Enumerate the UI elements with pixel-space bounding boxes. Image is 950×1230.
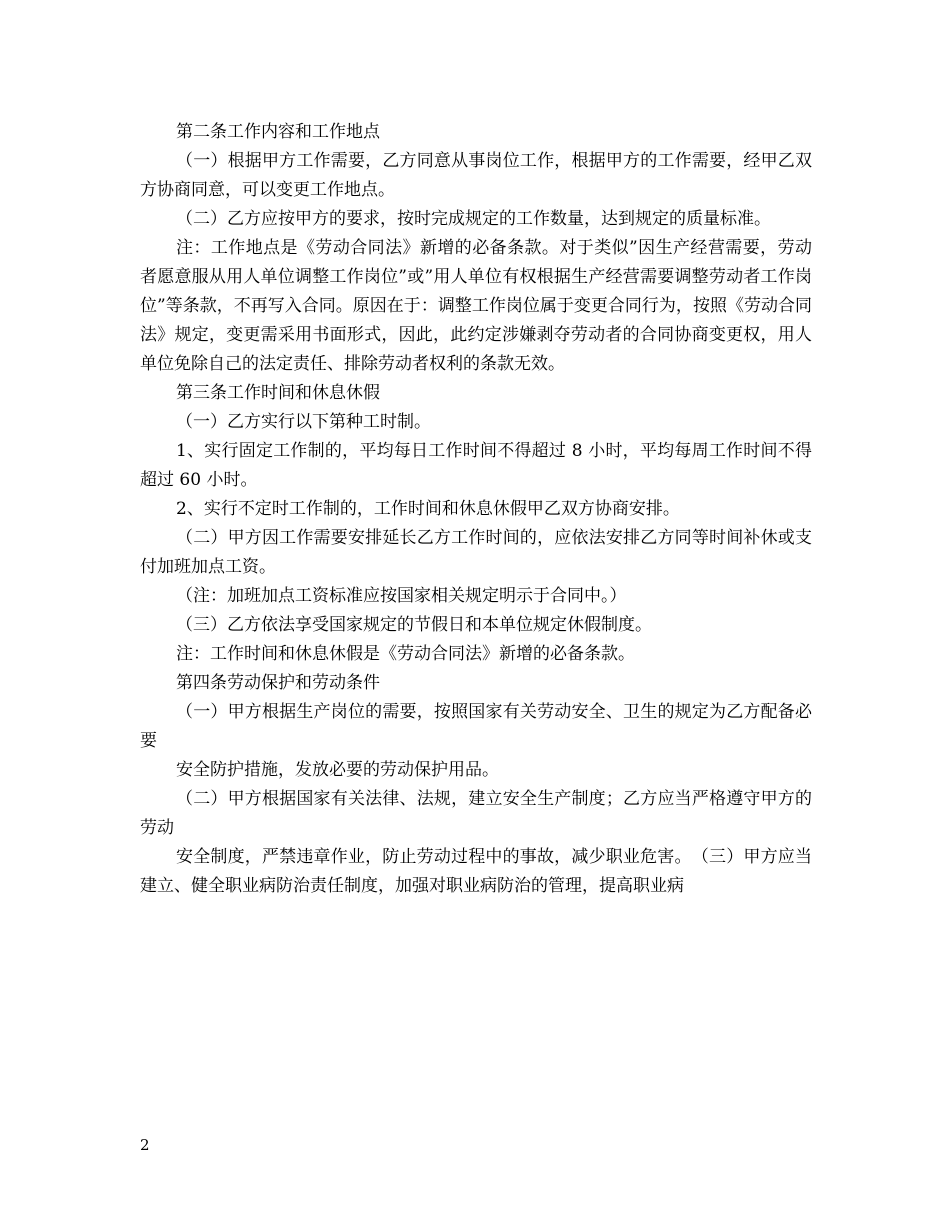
paragraph: （二）乙方应按甲方的要求，按时完成规定的工作数量，达到规定的质量标准。 xyxy=(176,209,771,229)
paragraph: （三）乙方依法享受国家规定的节假日和本单位规定休假制度。 xyxy=(176,615,652,635)
note-paragraph: 注：工作地点是《劳动合同法》新增的必备条款。对于类似”因生产经营需要，劳动者愿意服从用人单位调整工作岗位”或”用人单位有权根据生产经营需要调整劳动者工作岗位”等条款，不再写入合同。原因在于：调整工作岗位属于变更合同行为，按照《劳动合同法》规定，变更需采用书面形式，因此，此约定涉嫌剥夺劳动者的合同协商变更权，用人单位免除自己的法定责任、排除劳动者权利的条款无效。 xyxy=(140,238,812,374)
paragraph: （二）甲方因工作需要安排延长乙方工作时间的，应依法安排乙方同等时间补休或支付加班加点工资。 xyxy=(140,528,812,577)
paragraph: 安全防护措施，发放必要的劳动保护用品。 xyxy=(176,760,499,780)
document-body xyxy=(140,118,812,901)
paragraph: （二）甲方根据国家有关法律、法规，建立安全生产制度；乙方应当严格遵守甲方的劳动 xyxy=(140,789,812,838)
article-heading: 第三条工作时间和休息休假 xyxy=(176,383,380,403)
paragraph: （一）根据甲方工作需要，乙方同意从事岗位工作，根据甲方的工作需要，经甲乙双方协商同意，可以变更工作地点。 xyxy=(140,151,812,200)
paragraph: （一）乙方实行以下第种工时制。 xyxy=(176,412,431,432)
note-paragraph: 注：工作时间和休息休假是《劳动合同法》新增的必备条款。 xyxy=(176,644,635,664)
article-heading: 第二条工作内容和工作地点 xyxy=(176,122,380,142)
paragraph: 2、实行不定时工作制的，工作时间和休息休假甲乙双方协商安排。 xyxy=(176,499,680,519)
article-heading: 第四条劳动保护和劳动条件 xyxy=(176,673,380,693)
paragraph: 1、实行固定工作制的，平均每日工作时间不得超过 8 小时，平均每周工作时间不得超过 60 小时。 xyxy=(140,441,812,490)
paragraph: （一）甲方根据生产岗位的需要，按照国家有关劳动安全、卫生的规定为乙方配备必要 xyxy=(140,702,812,751)
page-number: 2 xyxy=(140,1136,150,1154)
note-paragraph: （注：加班加点工资标准应按国家相关规定明示于合同中。） xyxy=(176,586,627,606)
paragraph: 安全制度，严禁违章作业，防止劳动过程中的事故，减少职业危害。 （三）甲方应当建立、健全职业病防治责任制度，加强对职业病防治的管理，提高职业病 xyxy=(140,847,812,896)
